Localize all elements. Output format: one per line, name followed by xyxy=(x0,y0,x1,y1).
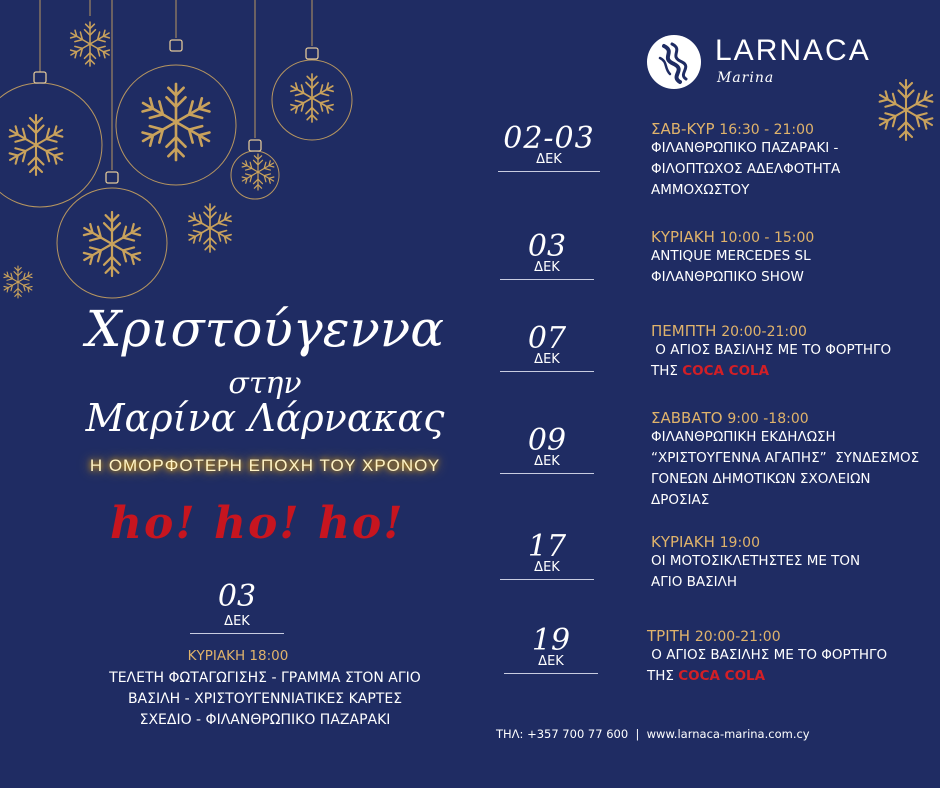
event-month: ΔΕΚ xyxy=(534,560,560,575)
contact-footer: ΤΗΛ: +357 700 77 600 | www.larnaca-marina.com.cy xyxy=(496,727,810,741)
event-info xyxy=(651,322,891,382)
event-line: ΑΜΜΟΧΩΣΤΟΥ xyxy=(651,182,750,198)
event-info xyxy=(651,228,814,288)
event-line: ΦΙΛΑΝΘΡΩΠΙΚΟ SHOW xyxy=(651,269,804,285)
left-event-divider xyxy=(190,633,284,634)
brand-name: LARNACA xyxy=(715,34,871,67)
event-weekday: ΚΥΡΙΑΚΗ xyxy=(651,228,715,246)
event-day: 17 xyxy=(527,529,567,564)
event-tail-prefix: ΤΗΣ xyxy=(647,668,679,684)
coca-cola-label: COCA COLA xyxy=(682,363,770,379)
event-month: ΔΕΚ xyxy=(534,260,560,275)
brand-subtitle: Marina xyxy=(717,70,775,86)
event-line: ΔΡΟΣΙΑΣ xyxy=(651,492,710,508)
event-info xyxy=(647,627,887,687)
event-time: 19:00 xyxy=(719,535,760,551)
event-date xyxy=(500,530,594,580)
event-day: 07 xyxy=(527,321,567,356)
left-event-line: ΒΑΣΙΛΗ - ΧΡΙΣΤΟΥΓΕΝΝΙΑΤΙΚΕΣ ΚΑΡΤΕΣ xyxy=(127,691,403,707)
event-line: ΟΙ ΜΟΤΟΣΙΚΛΕΤΗΣΤΕΣ ΜΕ ΤΟΝ xyxy=(651,553,861,569)
event-month: ΔΕΚ xyxy=(536,152,562,167)
event-weekday: ΣΑΒΒΑΤΟ xyxy=(651,409,723,427)
event-month: ΔΕΚ xyxy=(534,352,560,367)
event-date xyxy=(504,624,598,674)
event-divider xyxy=(500,371,594,372)
event-day: 03 xyxy=(527,229,567,264)
event-day: 19 xyxy=(531,623,571,658)
event-info xyxy=(651,533,860,593)
left-event-day: 03 xyxy=(217,579,257,614)
left-event-description xyxy=(40,668,490,731)
event-line: ΦΙΛΑΝΘΡΩΠΙΚΗ ΕΚΔΗΛΩΣΗ xyxy=(651,429,836,445)
event-divider xyxy=(504,673,598,674)
event-month: ΔΕΚ xyxy=(538,654,564,669)
event-line: ΦΙΛΑΝΘΡΩΠΙΚΟ ΠΑΖΑΡΑΚΙ - xyxy=(651,140,839,156)
event-divider xyxy=(500,473,594,474)
larnaca-marina-logo-icon xyxy=(646,34,702,90)
event-date xyxy=(500,424,594,474)
event-divider xyxy=(500,279,594,280)
event-time: 20:00-21:00 xyxy=(721,324,807,340)
event-line: “ΧΡΙΣΤΟΥΓΕΝΝΑ ΑΓΑΠΗΣ” ΣΥΝΔΕΣΜΟΣ xyxy=(651,450,920,466)
coca-cola-label: COCA COLA xyxy=(678,668,766,684)
event-time: 9:00 -18:00 xyxy=(727,411,809,427)
event-divider xyxy=(498,171,600,172)
event-line: ANTIQUE MERCEDES SL xyxy=(651,248,811,264)
left-event-date xyxy=(190,580,284,634)
event-info xyxy=(651,409,919,511)
event-date xyxy=(500,230,594,280)
event-divider xyxy=(500,579,594,580)
event-time: 16:30 - 21:00 xyxy=(719,122,814,138)
event-line: ΦΙΛΟΠΤΩΧΟΣ ΑΔΕΛΦΟΤΗΤΑ xyxy=(651,161,841,177)
event-day: 02-03 xyxy=(503,121,595,156)
event-info xyxy=(651,120,840,201)
event-time: 10:00 - 15:00 xyxy=(719,230,815,246)
left-event-month: ΔΕΚ xyxy=(224,614,250,629)
event-weekday: ΠΕΜΠΤΗ xyxy=(651,322,717,340)
event-line: Ο ΑΓΙΟΣ ΒΑΣΙΛΗΣ ΜΕ ΤΟ ΦΟΡΤΗΓΟ xyxy=(647,647,888,663)
ho-ho-ho-text: ho! ho! ho! xyxy=(110,498,405,549)
event-month: ΔΕΚ xyxy=(534,454,560,469)
event-line: ΓΟΝΕΩΝ ΔΗΜΟΤΙΚΩΝ ΣΧΟΛΕΙΩΝ xyxy=(651,471,871,487)
title-line-3: Μαρίνα Λάρνακας xyxy=(85,396,445,440)
event-weekday: ΤΡΙΤΗ xyxy=(647,627,691,645)
event-line: Ο ΑΓΙΟΣ ΒΑΣΙΛΗΣ ΜΕ ΤΟ ΦΟΡΤΗΓΟ xyxy=(651,342,892,358)
event-weekday: ΣΑΒ-ΚΥΡ xyxy=(651,120,715,138)
event-weekday: ΚΥΡΙΑΚΗ xyxy=(651,533,715,551)
event-date xyxy=(498,122,600,172)
title-line-1: Χριστούγεννα xyxy=(85,300,445,358)
event-date xyxy=(500,322,594,372)
event-tail-prefix: ΤΗΣ xyxy=(651,363,683,379)
left-event-line: ΤΕΛΕΤΗ ΦΩΤΑΓΩΓΙΣΗΣ - ΓΡΑΜΜΑ ΣΤΟΝ ΑΓΙΟ xyxy=(109,670,421,686)
event-time: 20:00-21:00 xyxy=(694,629,781,645)
title-line-2: στην xyxy=(228,366,302,401)
left-event-line: ΣΧΕΔΙΟ - ΦΙΛΑΝΘΡΩΠΙΚΟ ΠΑΖΑΡΑΚΙ xyxy=(139,712,391,728)
left-event-when: ΚΥΡΙΑΚΗ 18:00 xyxy=(187,648,289,664)
tagline: Η ΟΜΟΡΦΟΤΕΡΗ ΕΠΟΧΗ ΤΟΥ ΧΡΟΝΟΥ xyxy=(89,456,441,475)
event-day: 09 xyxy=(527,423,567,458)
event-line: ΑΓΙΟ ΒΑΣΙΛΗ xyxy=(651,574,738,590)
